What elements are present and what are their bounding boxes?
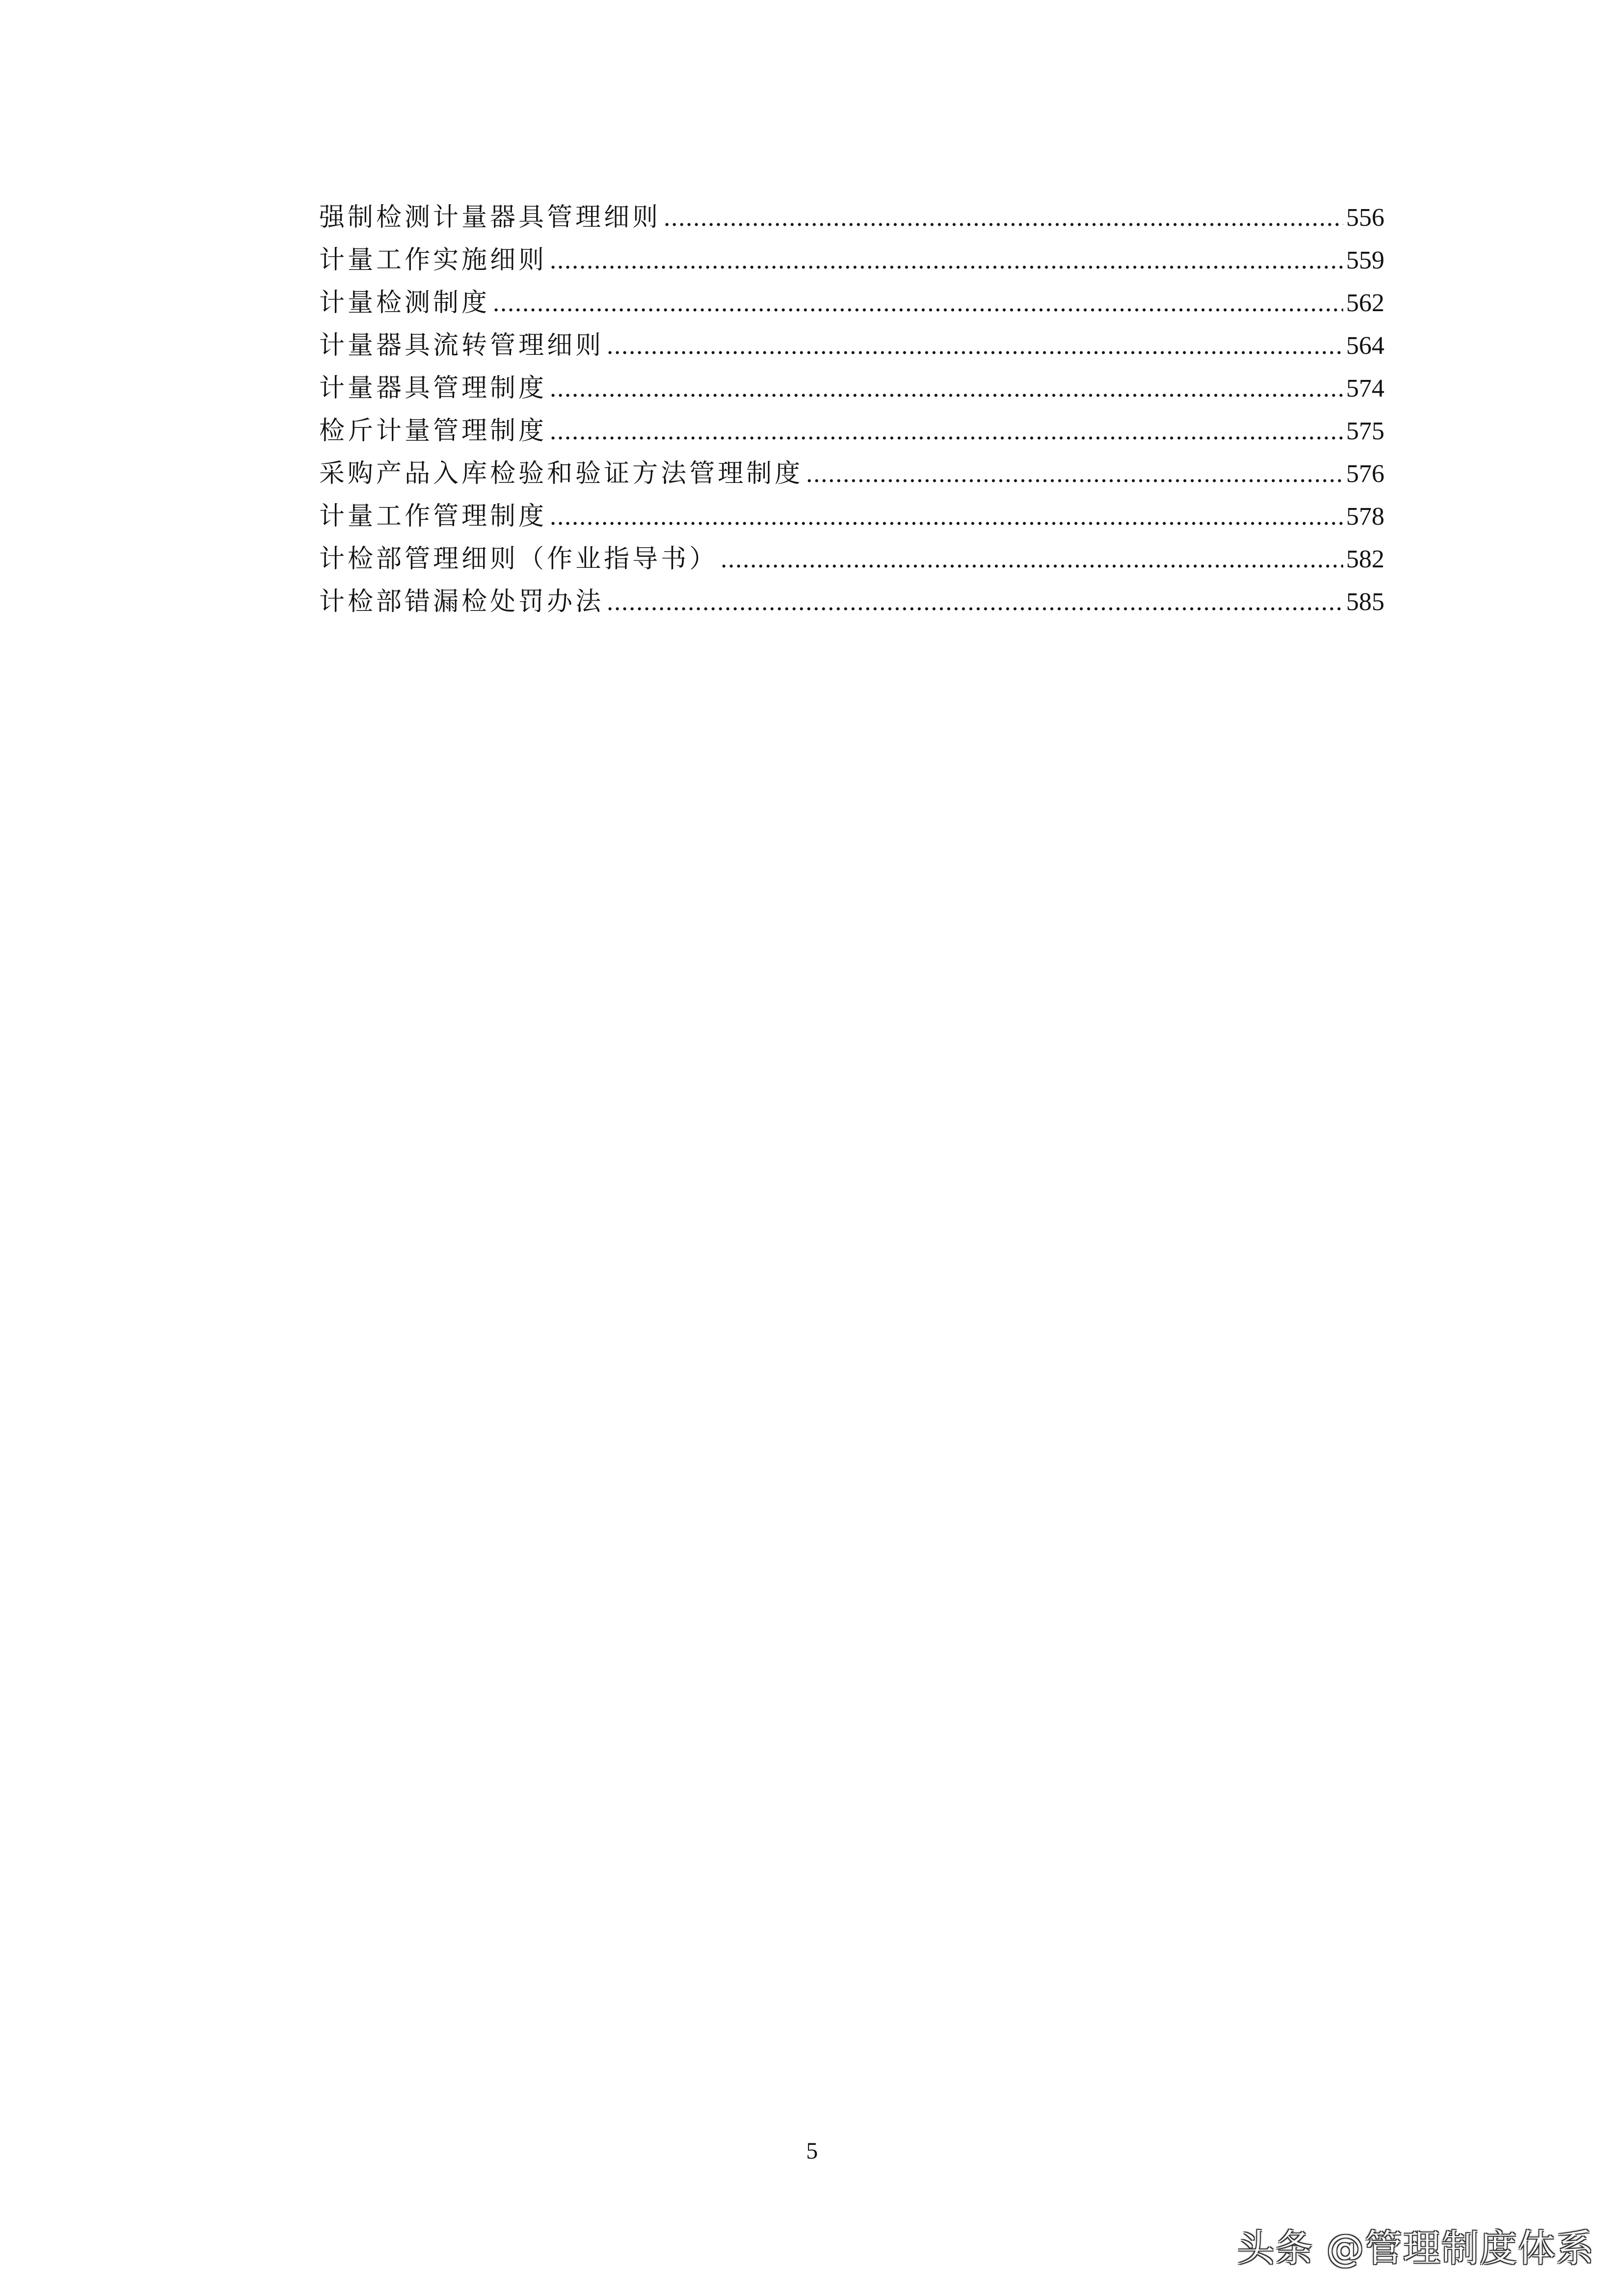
toc-entry-page: 562 xyxy=(1346,289,1384,317)
toc-entry-title: 计量工作实施细则 xyxy=(319,245,547,275)
toc-entry-title: 强制检测计量器具管理细则 xyxy=(319,203,661,232)
toc-entry-page: 575 xyxy=(1346,417,1384,445)
toc-dot-leader xyxy=(806,453,1343,495)
toc-entry-title: 计检部错漏检处罚办法 xyxy=(319,587,604,616)
toc-dot-leader xyxy=(664,196,1343,239)
toc-entry[interactable] xyxy=(319,453,1384,495)
toc-entry[interactable] xyxy=(319,538,1384,581)
toc-entry-title: 采购产品入库检验和验证方法管理制度 xyxy=(319,459,804,488)
toc-entry-page: 578 xyxy=(1346,503,1384,531)
toc-entry[interactable] xyxy=(319,495,1384,538)
toc-entry[interactable] xyxy=(319,581,1384,623)
toc-entry[interactable] xyxy=(319,324,1384,367)
toc-dot-leader xyxy=(493,282,1343,324)
toc-dot-leader xyxy=(550,495,1343,538)
toc-entry-title: 计量器具管理制度 xyxy=(319,374,547,403)
toc-dot-leader xyxy=(550,410,1343,453)
toc-entry-page: 556 xyxy=(1346,204,1384,232)
table-of-contents xyxy=(319,196,1384,623)
toc-entry-page: 576 xyxy=(1346,460,1384,488)
toc-dot-leader xyxy=(721,538,1343,581)
toc-entry[interactable] xyxy=(319,410,1384,453)
toc-dot-leader xyxy=(550,367,1343,410)
toc-dot-leader xyxy=(607,324,1343,367)
toc-entry[interactable] xyxy=(319,367,1384,410)
toc-entry[interactable] xyxy=(319,282,1384,324)
toc-entry-page: 582 xyxy=(1346,545,1384,573)
toc-entry-page: 564 xyxy=(1346,332,1384,360)
toc-entry-title: 计量工作管理制度 xyxy=(319,502,547,531)
toc-dot-leader xyxy=(607,581,1343,623)
toc-entry-title: 计量器具流转管理细则 xyxy=(319,331,604,360)
toc-entry-title: 检斤计量管理制度 xyxy=(319,416,547,446)
toc-entry[interactable] xyxy=(319,239,1384,282)
toc-entry-title: 计检部管理细则（作业指导书） xyxy=(319,544,718,574)
watermark: 头条 @管理制度体系 xyxy=(1237,2226,1595,2270)
toc-entry-title: 计量检测制度 xyxy=(319,288,490,318)
page-number: 5 xyxy=(806,2138,818,2164)
toc-entry-page: 585 xyxy=(1346,588,1384,616)
toc-entry-page: 559 xyxy=(1346,246,1384,274)
toc-entry[interactable] xyxy=(319,196,1384,239)
toc-entry-page: 574 xyxy=(1346,374,1384,402)
toc-dot-leader xyxy=(550,239,1343,282)
